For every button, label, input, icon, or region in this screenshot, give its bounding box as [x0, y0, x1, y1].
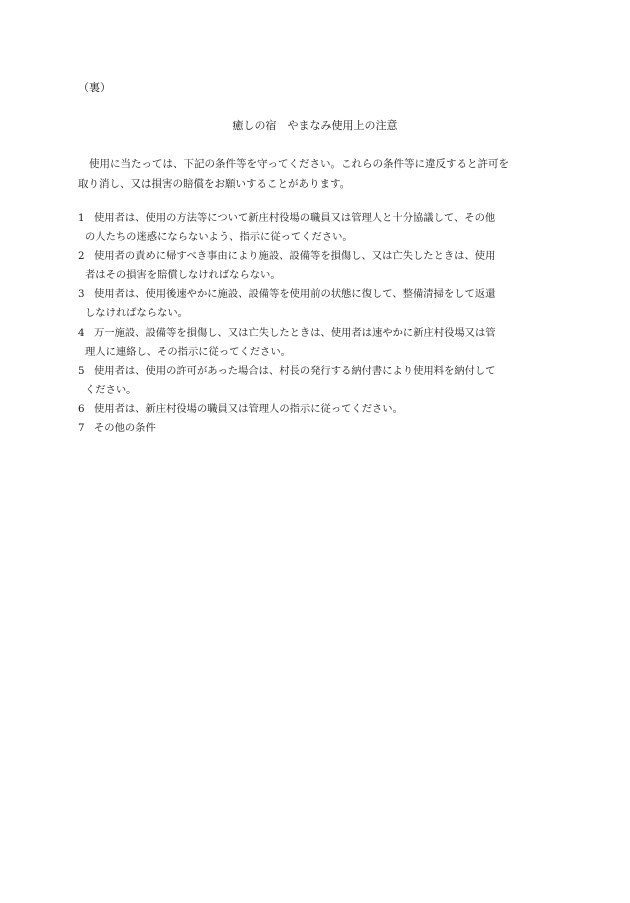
rule-item-4	[78, 324, 556, 362]
rule-text: 使用者の責めに帰すべき事由により施設、設備等を損傷し、又は亡失したときは、使用	[94, 250, 496, 263]
rule-text: その他の条件	[94, 422, 156, 435]
rule-number: 7	[78, 422, 85, 435]
rule-text: 使用者は、新庄村役場の職員又は管理人の指示に従ってください。	[94, 402, 403, 415]
intro-line: 使用に当たっては、下記の条件等を守ってください。これらの条件等に違反すると許可を	[89, 158, 509, 170]
rule-text: ください。	[85, 383, 137, 396]
reverse-side-label: （裏）	[78, 81, 111, 94]
rule-number: 5	[78, 364, 85, 377]
rule-text: 使用者は、使用後速やかに施設、設備等を使用前の状態に復して、整備清掃をして返還	[94, 288, 496, 301]
rule-item-3	[78, 285, 556, 323]
rule-number: 3	[78, 288, 85, 301]
rules-list	[78, 209, 556, 438]
rule-text: しなければならない。	[85, 307, 188, 320]
intro-paragraph	[78, 154, 556, 194]
rule-text: 者はその損害を賠償しなければならない。	[85, 269, 281, 282]
rule-text: 使用者は、使用の許可があった場合は、村長の発行する納付書により使用料を納付して	[94, 364, 496, 377]
rule-text: 万一施設、設備等を損傷し、又は亡失したときは、使用者は速やかに新庄村役場又は管	[94, 326, 496, 339]
rule-item-2	[78, 247, 556, 285]
rule-number: 1	[78, 212, 85, 224]
rule-text: の人たちの迷惑にならないよう、指示に従ってください。	[85, 231, 353, 244]
rule-number: 4	[78, 326, 85, 339]
intro-line: 取り消し、又は損害の賠償をお願いすることがあります。	[78, 178, 351, 190]
rule-text: 使用者は、使用の方法等について新庄村役場の職員又は管理人と十分協議して、その他	[94, 212, 496, 224]
rule-item-6	[78, 400, 556, 419]
rule-item-1	[78, 209, 556, 247]
rule-text: 理人に連絡し、その指示に従ってください。	[85, 345, 291, 358]
rule-number: 6	[78, 402, 85, 415]
rule-number: 2	[78, 250, 85, 263]
rule-item-7	[78, 419, 556, 438]
document-title: 癒しの宿 やまなみ使用上の注意	[232, 119, 398, 132]
rule-item-5	[78, 362, 556, 400]
